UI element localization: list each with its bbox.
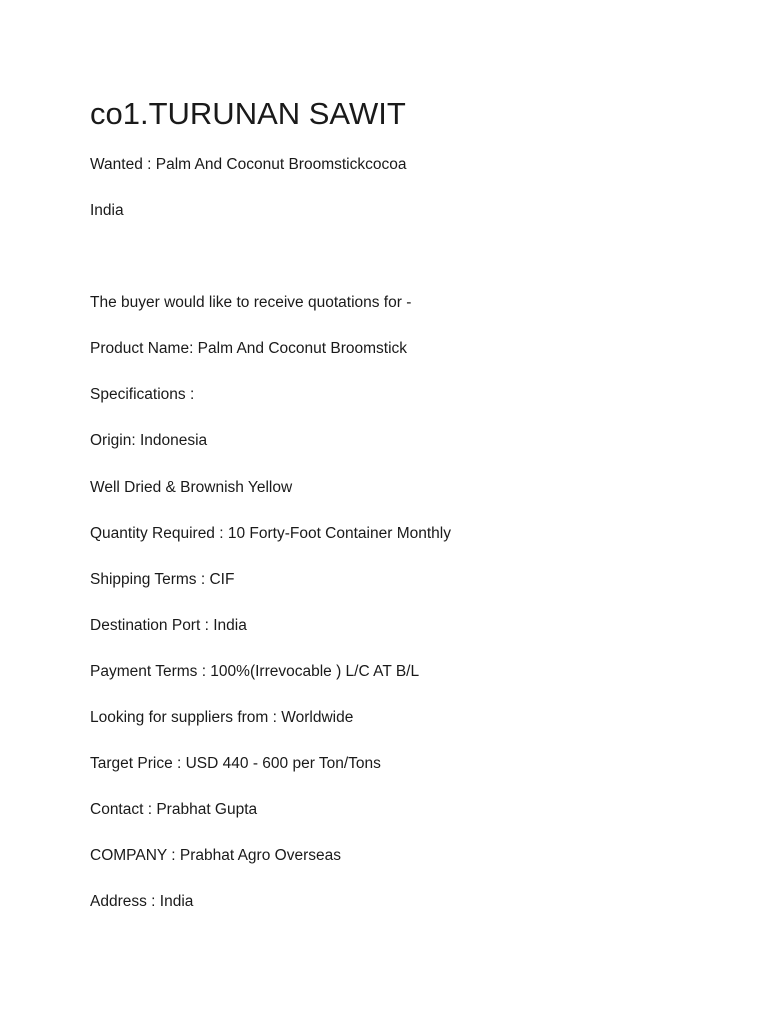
quantity-line: Quantity Required : 10 Forty-Foot Container Monthly: [90, 525, 451, 542]
quality-line: Well Dried & Brownish Yellow: [90, 479, 293, 496]
quotation-intro-line: The buyer would like to receive quotations for -: [90, 294, 412, 311]
specifications-line: Specifications :: [90, 386, 195, 403]
target-price-line: Target Price : USD 440 - 600 per Ton/Tons: [90, 755, 381, 772]
wanted-line: Wanted : Palm And Coconut Broomstickcocoa: [90, 156, 407, 173]
wanted-country-line: India: [90, 202, 124, 219]
contact-line: Contact : Prabhat Gupta: [90, 801, 258, 818]
product-name-line: Product Name: Palm And Coconut Broomstick: [90, 340, 408, 357]
company-line: COMPANY : Prabhat Agro Overseas: [90, 847, 341, 864]
destination-port-line: Destination Port : India: [90, 617, 247, 634]
origin-line: Origin: Indonesia: [90, 432, 208, 449]
document-title: co1.TURUNAN SAWIT: [90, 96, 406, 131]
shipping-terms-line: Shipping Terms : CIF: [90, 571, 235, 588]
payment-terms-line: Payment Terms : 100%(Irrevocable ) L/C AT B/L: [90, 663, 420, 680]
address-line: Address : India: [90, 893, 194, 910]
suppliers-from-line: Looking for suppliers from : Worldwide: [90, 709, 354, 726]
